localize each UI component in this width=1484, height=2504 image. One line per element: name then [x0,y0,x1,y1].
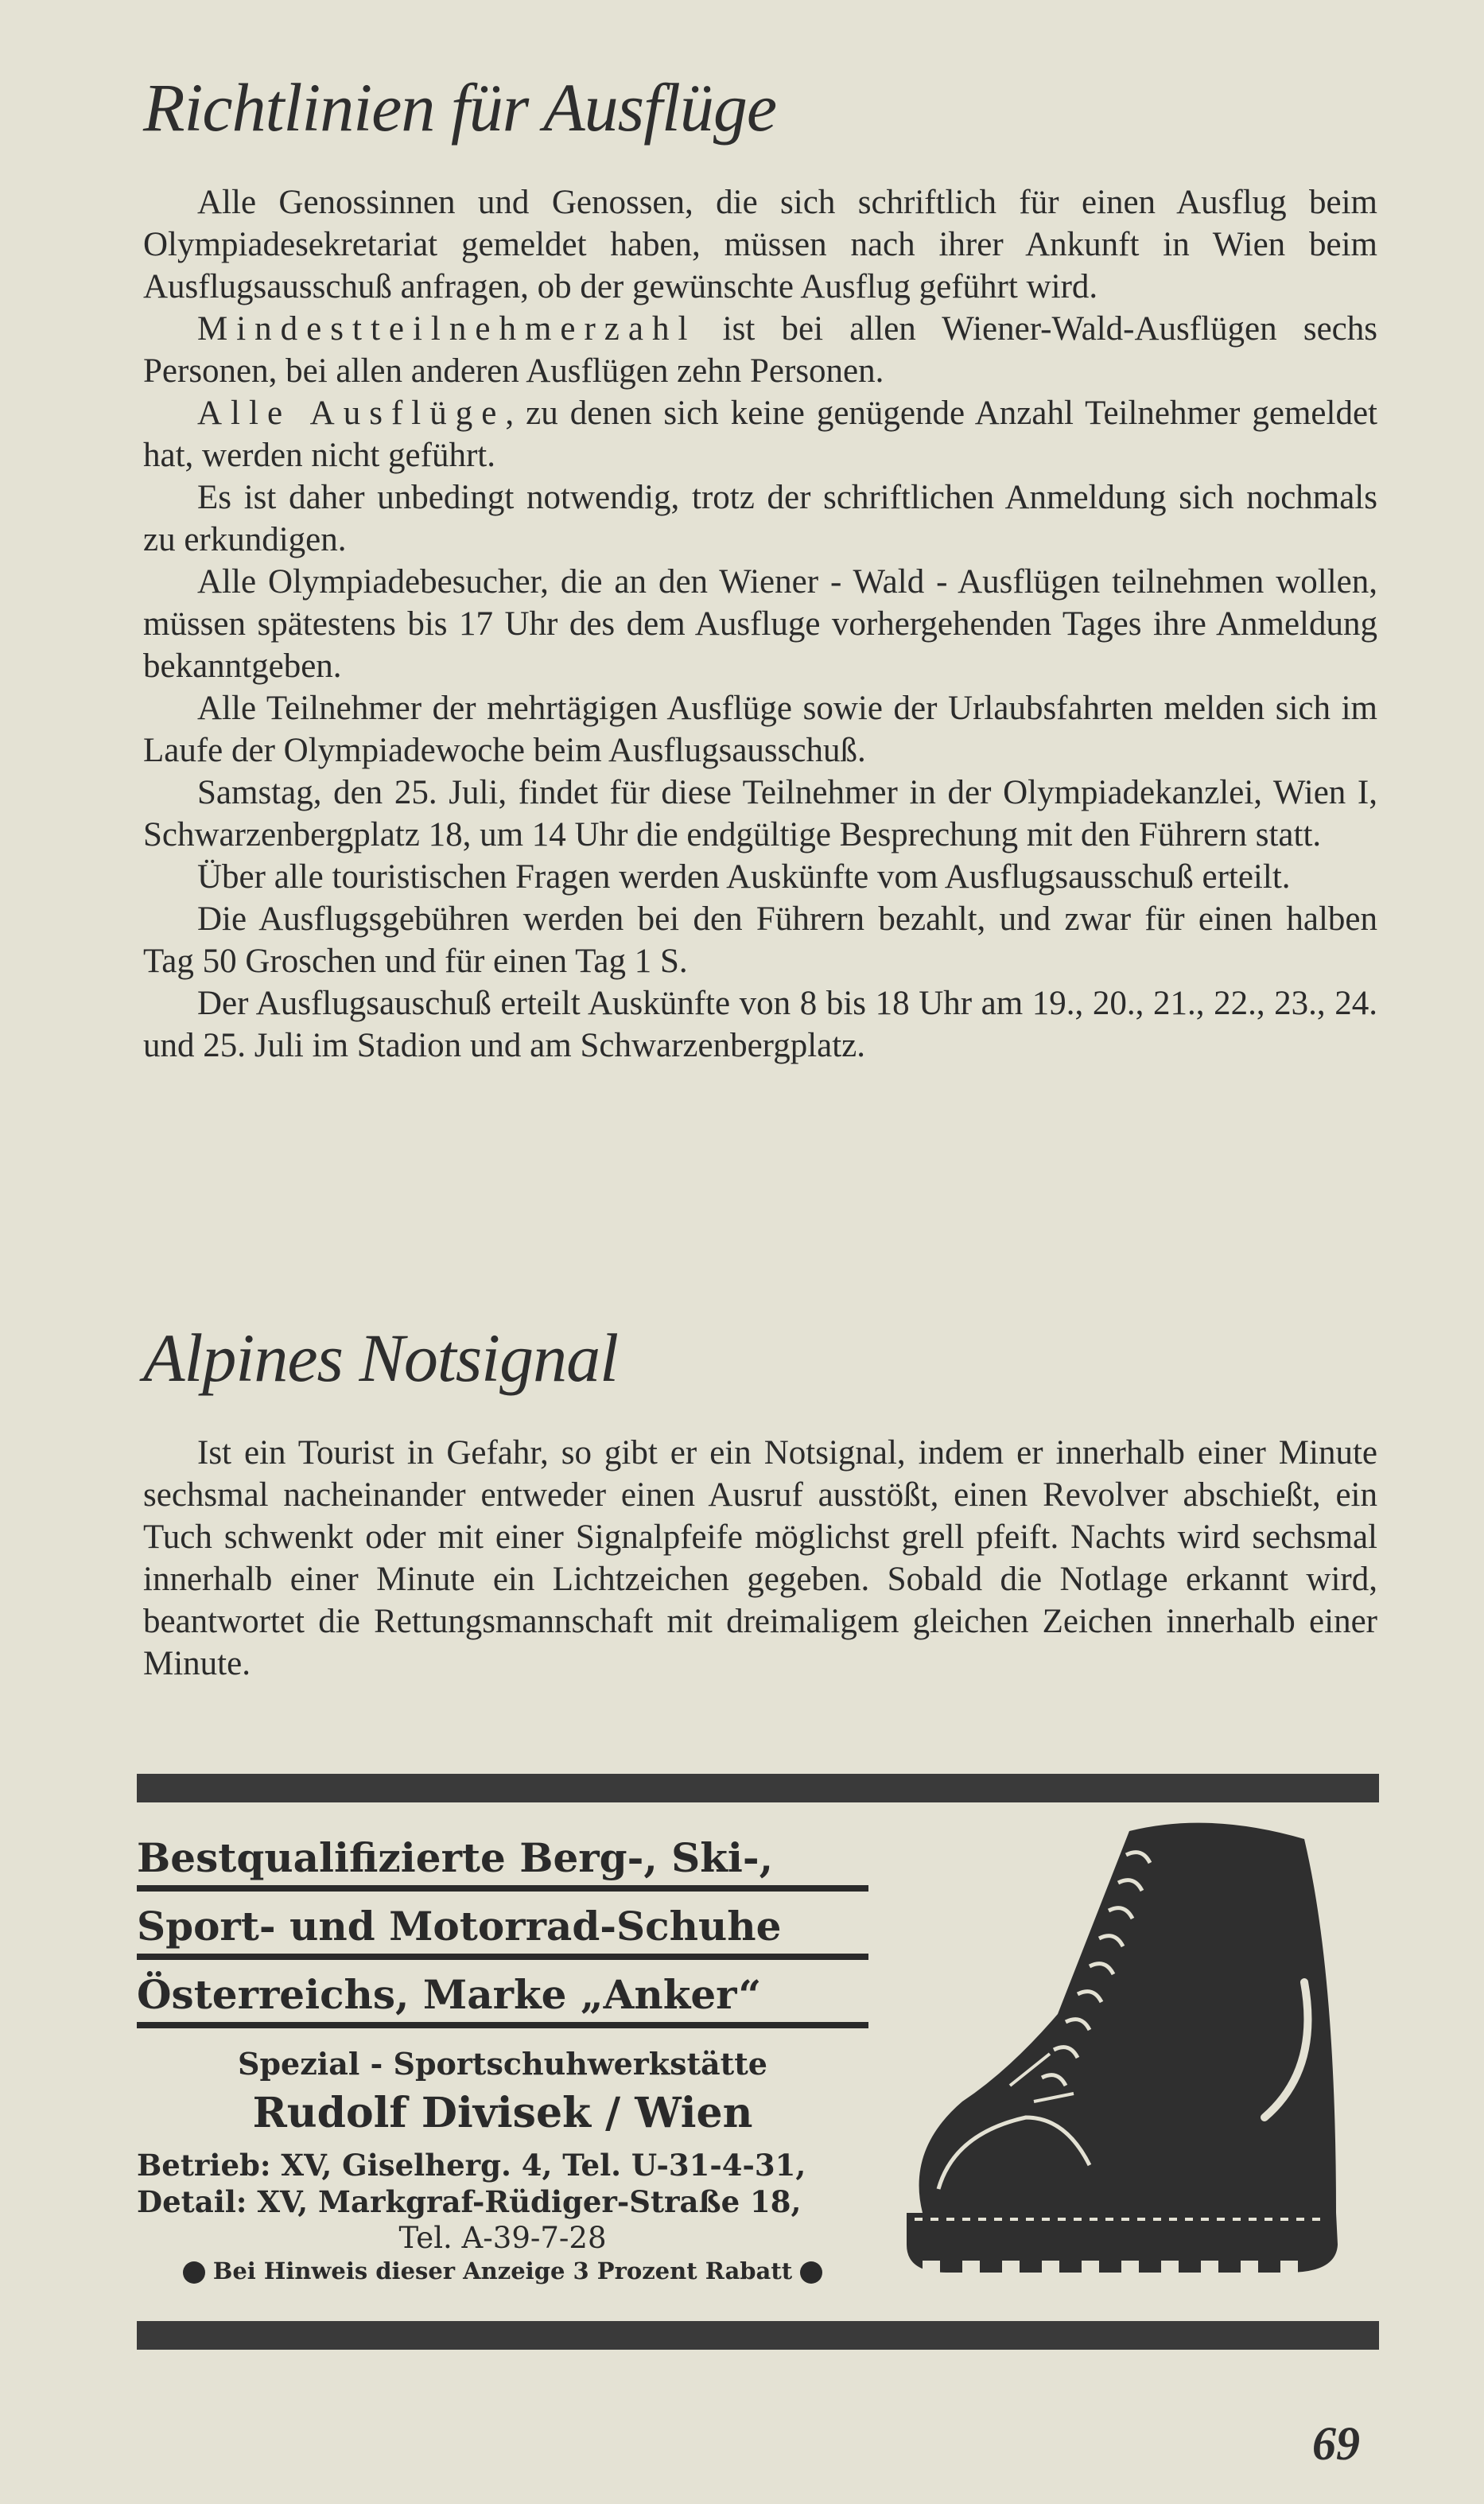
ad-workshop: Spezial - Sportschuhwerkstätte [238,2046,767,2082]
ad-owner: Rudolf Divisek / Wien [252,2089,753,2137]
ad-headline-line2: Sport- und Motorrad-Schuhe [137,1901,868,1960]
ad-headline-line1: Bestqualifizierte Berg-, Ski-, [137,1833,868,1892]
paragraph [143,308,1377,392]
paragraph: Ist ein Tourist in Gefahr, so gibt er ein Notsignal, indem er innerhalb einer Minute sechsmal nacheinander entweder einen Ausruf ausstößt, einen Revolver abschießt, ein Tuch schwenkt oder mit einer Signalpfeife möglichst grell pfeift. Nachts wird sechsmal innerhalb einer Minute ein Lichtzeichen gegeben. Sobald die Notlage erkannt wird, beantwortet die Rettungsmannschaft mit dreimaligem gleichen Zeichen innerhalb einer Minute. [143,1434,1377,1682]
bullet-dot-icon [800,2261,822,2284]
ad-detail-address: Detail: XV, Markgraf-Rüdiger-Straße 18, [137,2184,802,2219]
page-number: 69 [1312,2417,1360,2470]
paragraph [143,392,1377,476]
ad-bottom-rule [137,2321,1379,2350]
ad-phone: Tel. A-39-7-28 [398,2221,607,2255]
paragraph: Samstag, den 25. Juli, findet für diese Teilnehmer in der Olympiadekanzlei, Wien I, Schwarzenbergplatz 18, um 14 Uhr die endgültige Besprechung mit den Führern statt. [143,774,1377,853]
bullet-dot-icon [183,2261,205,2284]
ad-top-rule [137,1774,1379,1802]
paragraph: Es ist daher unbedingt notwendig, trotz der schriftlichen Anmeldung sich nochmals zu erkundigen. [143,479,1377,558]
section-title-excursions: Richtlinien für Ausflüge [143,69,777,146]
paragraph-text: ist bei allen Wiener-Wald-Ausflügen sechs Personen, bei allen anderen Ausflügen zehn Personen. [143,310,1377,390]
spaced-emphasis: Mindestteilnehmerzahl [197,310,697,348]
excursion-rules-text [143,181,1377,1067]
ad-headline-line3: Österreichs, Marke „Anker“ [137,1969,868,2028]
boot-illustration-icon [891,1815,1368,2292]
paragraph: Über alle touristischen Fragen werden Auskünfte vom Ausflugsausschuß erteilt. [197,858,1291,896]
ad-discount: Bei Hinweis dieser Anzeige 3 Prozent Rabatt [212,2257,793,2284]
ad-discount-line [137,2257,868,2284]
paragraph: Alle Olympiadebesucher, die an den Wiener - Wald - Ausflügen teilnehmen wollen, müssen spätestens bis 17 Uhr des dem Ausfluge vorhergehenden Tages ihre Anmeldung bekanntgeben. [143,563,1377,685]
section-title-distress-signal: Alpines Notsignal [143,1320,618,1396]
paragraph: Die Ausflugsgebühren werden bei den Führern bezahlt, und zwar für einen halben Tag 50 Groschen und für einen Tag 1 S. [143,900,1377,980]
distress-signal-text [143,1432,1377,1685]
paragraph: Alle Genossinnen und Genossen, die sich schriftlich für einen Ausflug beim Olympiadesekretariat gemeldet haben, müssen nach ihrer Ankunft in Wien beim Ausflugsausschuß anfragen, ob der gewünschte Ausflug geführt wird. [143,184,1377,305]
paragraph: Der Ausflugsauschuß erteilt Auskünfte von 8 bis 18 Uhr am 19., 20., 21., 22., 23., 24. und 25. Juli im Stadion und am Schwarzenbergplatz. [143,985,1377,1064]
paragraph: Alle Teilnehmer der mehrtägigen Ausflüge sowie der Urlaubsfahrten melden sich im Laufe der Olympiadewoche beim Ausflugsausschuß. [143,690,1377,769]
spaced-emphasis: Alle Ausflüge [197,395,506,432]
paragraph-text: , zu denen sich keine genügende Anzahl Teilnehmer gemeldet hat, werden nicht geführt. [143,395,1377,474]
ad-betrieb-address: Betrieb: XV, Giselherg. 4, Tel. U-31-4-31, [137,2148,806,2183]
